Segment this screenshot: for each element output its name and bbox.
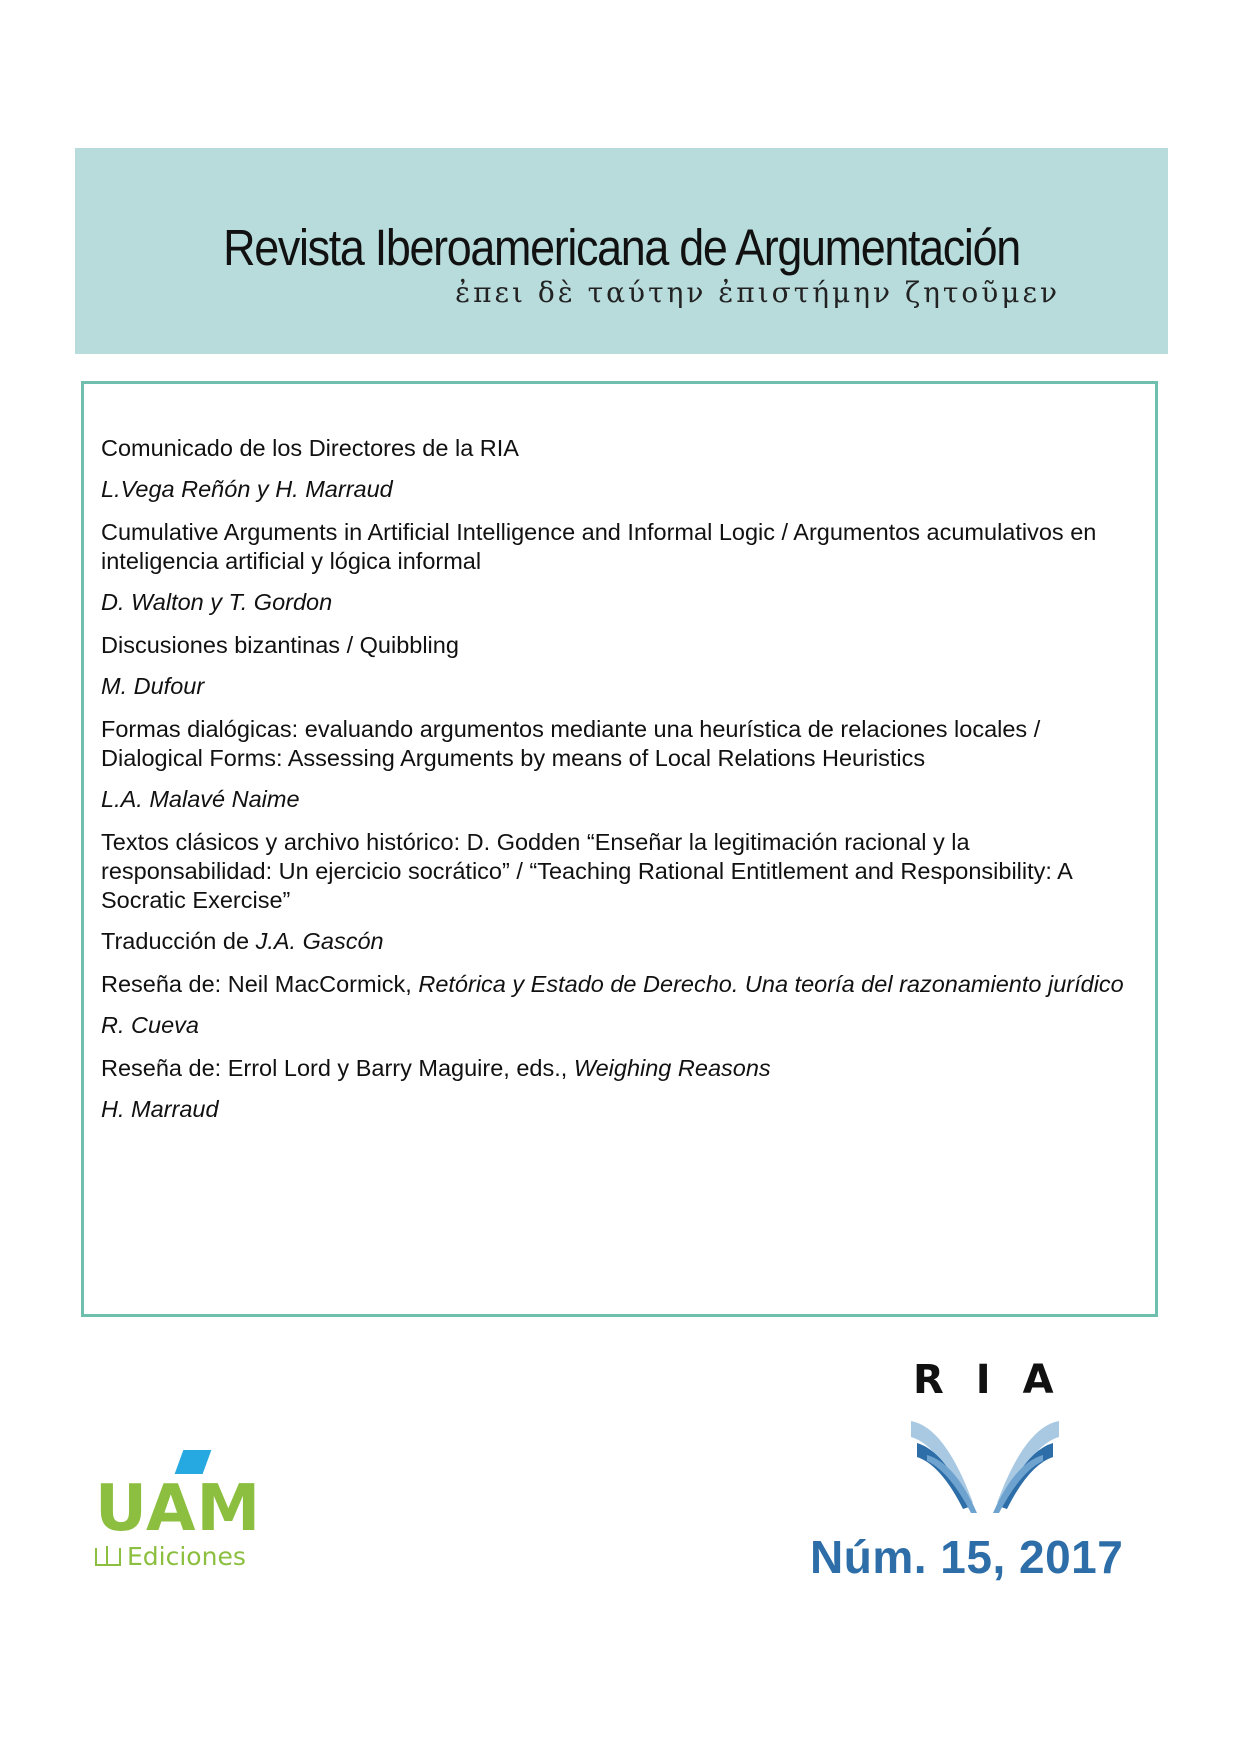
uam-accent-mark [175, 1450, 212, 1474]
entry-title[interactable] [101, 970, 1131, 999]
entry-title[interactable]: Textos clásicos y archivo histórico: D. Godden “Enseñar la legitimación racional y la responsabilidad: Un ejercicio socrático” / “Teaching Rational Entitlement and Responsibility: A Socratic Exercise” [101, 829, 1072, 913]
entry-author: L.A. Malavé Naime [101, 786, 300, 812]
entry-author: R. Cueva [101, 1012, 199, 1038]
title-prefix: Reseña de: Neil MacCormick, [101, 971, 419, 997]
toc-entry [101, 1054, 1131, 1124]
table-of-contents [81, 381, 1158, 1317]
entry-author: M. Dufour [101, 673, 205, 699]
ria-logo-text: RIA [913, 1357, 1086, 1403]
toc-entry [101, 434, 1131, 504]
uam-ediciones-label [95, 1542, 246, 1571]
header-band [75, 148, 1168, 354]
entry-title[interactable]: Discusiones bizantinas / Quibbling [101, 632, 459, 658]
entry-author: D. Walton y T. Gordon [101, 589, 333, 615]
title-italic: Weighing Reasons [573, 1055, 771, 1081]
toc-entry [101, 518, 1131, 617]
issue-number: Núm. 15, 2017 [810, 1531, 1124, 1583]
entry-author: L.Vega Reñón y H. Marraud [101, 476, 393, 502]
toc-entry [101, 970, 1131, 1040]
entry-title[interactable]: Comunicado de los Directores de la RIA [101, 435, 519, 461]
uam-ediciones-logo [95, 1450, 295, 1570]
entry-title[interactable]: Formas dialógicas: evaluando argumentos mediante una heurística de relaciones locales / Dialogical Forms: Assessing Arguments by means of Local Relations Heuristics [101, 716, 1041, 771]
toc-entry [101, 631, 1131, 701]
ria-logo [905, 1357, 1086, 1517]
toc-entry [101, 715, 1131, 814]
author-name: J.A. Gascón [255, 928, 384, 954]
uam-sub-text: Ediciones [127, 1542, 246, 1571]
entry-author: H. Marraud [101, 1096, 219, 1122]
journal-title: Revista Iberoamericana de Argumentación [223, 219, 1020, 276]
author-prefix: Traducción de [101, 928, 256, 954]
title-italic: Retórica y Estado de Derecho. Una teoría del razonamiento jurídico [418, 971, 1124, 997]
uam-logo-text: UAM [95, 1472, 262, 1546]
entry-title[interactable]: Cumulative Arguments in Artificial Intelligence and Informal Logic / Argumentos acumulativos en inteligencia artificial y lógica informal [101, 519, 1097, 574]
toc-list [101, 434, 1131, 1138]
toc-entry [101, 828, 1131, 956]
journal-motto: ἐπει δὲ ταύτην ἐπιστήμην ζητοῦμεν [455, 276, 1060, 309]
open-book-icon [905, 1415, 1065, 1515]
entry-title[interactable] [101, 1054, 1131, 1083]
title-prefix: Reseña de: Errol Lord y Barry Maguire, eds., [101, 1055, 574, 1081]
book-icon [95, 1548, 121, 1566]
entry-author [101, 927, 1131, 956]
